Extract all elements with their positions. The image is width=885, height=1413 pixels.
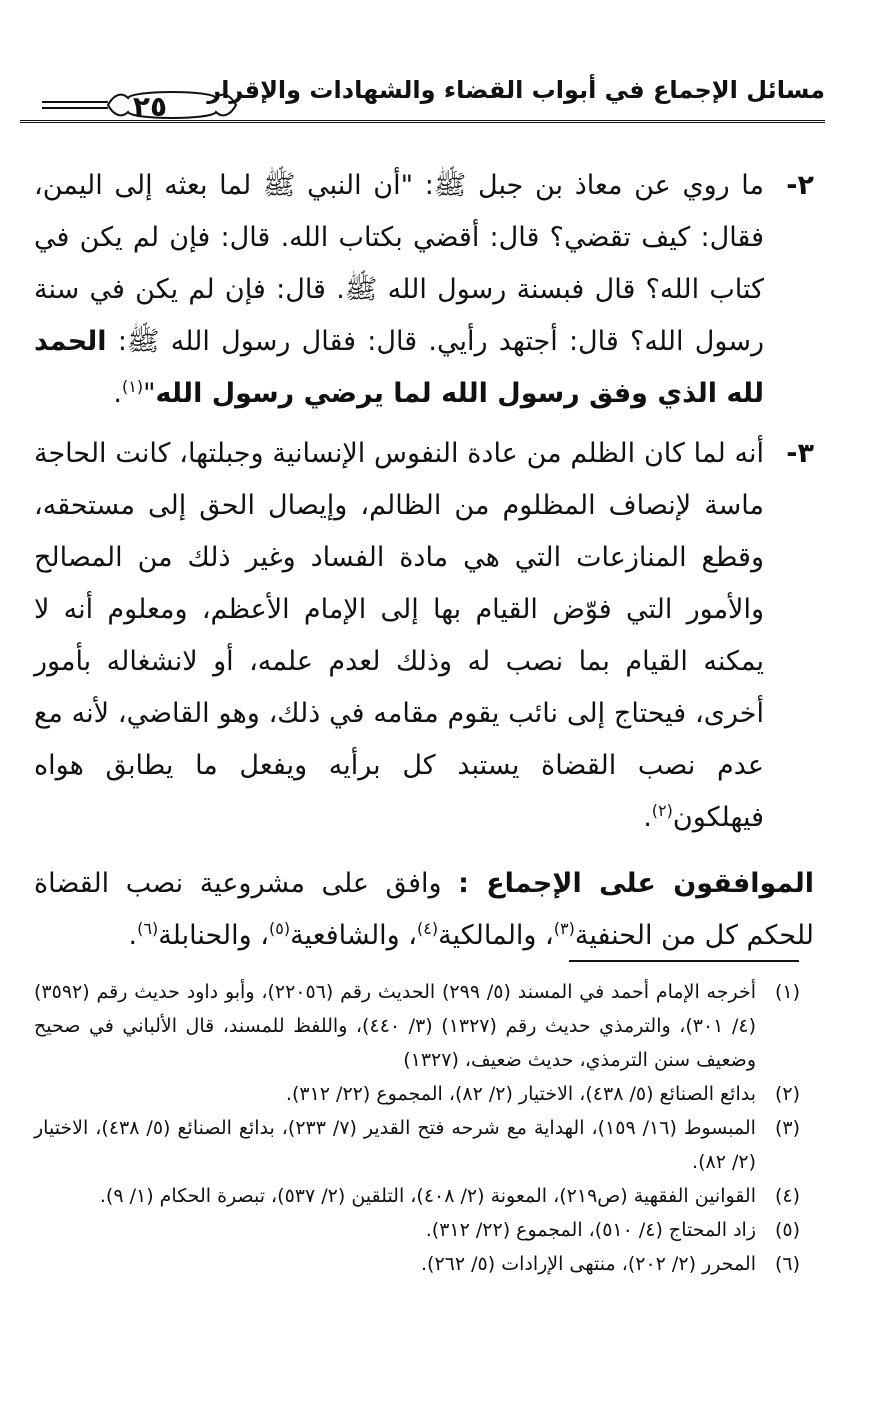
footnote-text: زاد المحتاج (٤/ ٥١٠)، المجموع (٢٢/ ٣١٢). [425, 1219, 756, 1241]
header-rule [20, 120, 825, 123]
consensus-text: ، والحنابلة [158, 920, 269, 951]
item-text [34, 428, 764, 844]
sentence-end: . [128, 920, 138, 951]
footnote-separator [569, 960, 799, 962]
consensus-paragraph [34, 858, 814, 962]
footnote [34, 975, 800, 1077]
footnote [34, 1111, 800, 1179]
argument-text: أنه لما كان الظلم من عادة النفوس الإنسانية وجبلتها، كانت الحاجة ماسة لإنصاف المظلوم من الظالم، وإيصال الحق إلى مستحقه، وقطع المنازعات التي هي مادة الفساد وغير ذلك من المصالح والأمور التي فوّض القيام بها إلى الإمام الأعظم، ومعلوم أنه لا يمكنه القيام بما نصب له وذلك لعدم علمه، أو لانشغاله بأمور أخرى، فيحتاج إلى نائب يقوم مقامه في ذلك، وهو القاضي، لأنه مع عدم نصب القضاة يستبد كل برأيه ويفعل ما يطابق هواه فيهلكون [34, 438, 764, 833]
footnote-number: (٥) [774, 1219, 800, 1241]
consensus-text: ، والشافعية [290, 920, 418, 951]
footnote-ref[interactable]: (١) [122, 377, 144, 396]
footnote-text: أخرجه الإمام أحمد في المسند (٥/ ٢٩٩) الحديث رقم (٢٢٠٥٦)، وأبو داود حديث رقم (٣٥٩٢) (٤/ ٣٠١)، والترمذي حديث رقم (١٣٢٧) (٣/ ٤٤٠)، واللفظ للمسند، قال الألباني في صحيح وضعيف سنن الترمذي، حديث ضعيف، (١٣٢٧) [34, 981, 756, 1071]
footnotes [34, 975, 800, 1281]
list-item [34, 428, 814, 844]
consensus-label: الموافقون على الإجماع : [458, 868, 814, 899]
footnote-number: (٣) [774, 1117, 800, 1139]
quote-close: " [143, 378, 156, 409]
footnote-text: القوانين الفقهية (ص٢١٩)، المعونة (٢/ ٤٠٨)، التلقين (٢/ ٥٣٧)، تبصرة الحكام (١/ ٩). [99, 1185, 756, 1207]
footnote-number: (١) [774, 981, 800, 1003]
consensus-text: ، والمالكية [438, 920, 554, 951]
hadith-bold-text: الحمد لله الذي وفق رسول الله لما يرضي رسول الله [34, 326, 764, 409]
footnote [34, 1077, 800, 1111]
list-item [34, 160, 814, 420]
footnote [34, 1213, 800, 1247]
footnote-ref[interactable]: (٥) [268, 919, 291, 938]
footnote-ref[interactable]: (٢) [651, 801, 673, 820]
footnote-text: بدائع الصنائع (٥/ ٤٣٨)، الاختيار (٢/ ٨٢)، المجموع (٢٢/ ٣١٢). [285, 1083, 756, 1105]
footnote-number: (٤) [774, 1185, 800, 1207]
book-title: مسائل الإجماع في أبواب القضاء والشهادات والإقرار [207, 76, 825, 104]
sentence-end: . [113, 378, 123, 409]
footnote-number: (٦) [774, 1253, 800, 1275]
running-header [20, 62, 825, 122]
footnote-ref[interactable]: (٤) [417, 919, 439, 938]
sentence-end: . [643, 802, 652, 833]
consensus-text: وافق على مشروعية نصب القضاة للحكم كل من الحنفية [34, 868, 814, 951]
footnote-number: (٢) [774, 1083, 800, 1105]
item-number: ٣- [786, 438, 814, 469]
footnote-text: المبسوط (١٦/ ١٥٩)، الهداية مع شرحه فتح القدير (٧/ ٢٣٣)، بدائع الصنائع (٥/ ٤٣٨)، الاختيار (٢/ ٨٢). [34, 1117, 756, 1173]
main-text [34, 160, 814, 962]
item-number: ٢- [786, 170, 814, 201]
footnote [34, 1247, 800, 1281]
footnote-ref[interactable]: (٦) [137, 919, 159, 938]
hadith-text: ما روي عن معاذ بن جبل ﷺ: "أن النبي ﷺ لما بعثه إلى اليمن، فقال: كيف تقضي؟ قال: أقضي بكتاب الله. قال: فإن لم يكن في كتاب الله؟ قال فبسنة رسول الله ﷺ. قال: فإن لم يكن في سنة رسول الله؟ قال: أجتهد رأيي. قال: فقال رسول الله ﷺ: [34, 170, 764, 357]
footnote [34, 1179, 800, 1213]
footnote-ref[interactable]: (٣) [553, 919, 575, 938]
page-number: ٢٥ [132, 90, 168, 123]
footnote-text: المحرر (٢/ ٢٠٢)، منتهى الإرادات (٥/ ٢٦٢). [421, 1253, 756, 1275]
item-text [34, 160, 764, 420]
